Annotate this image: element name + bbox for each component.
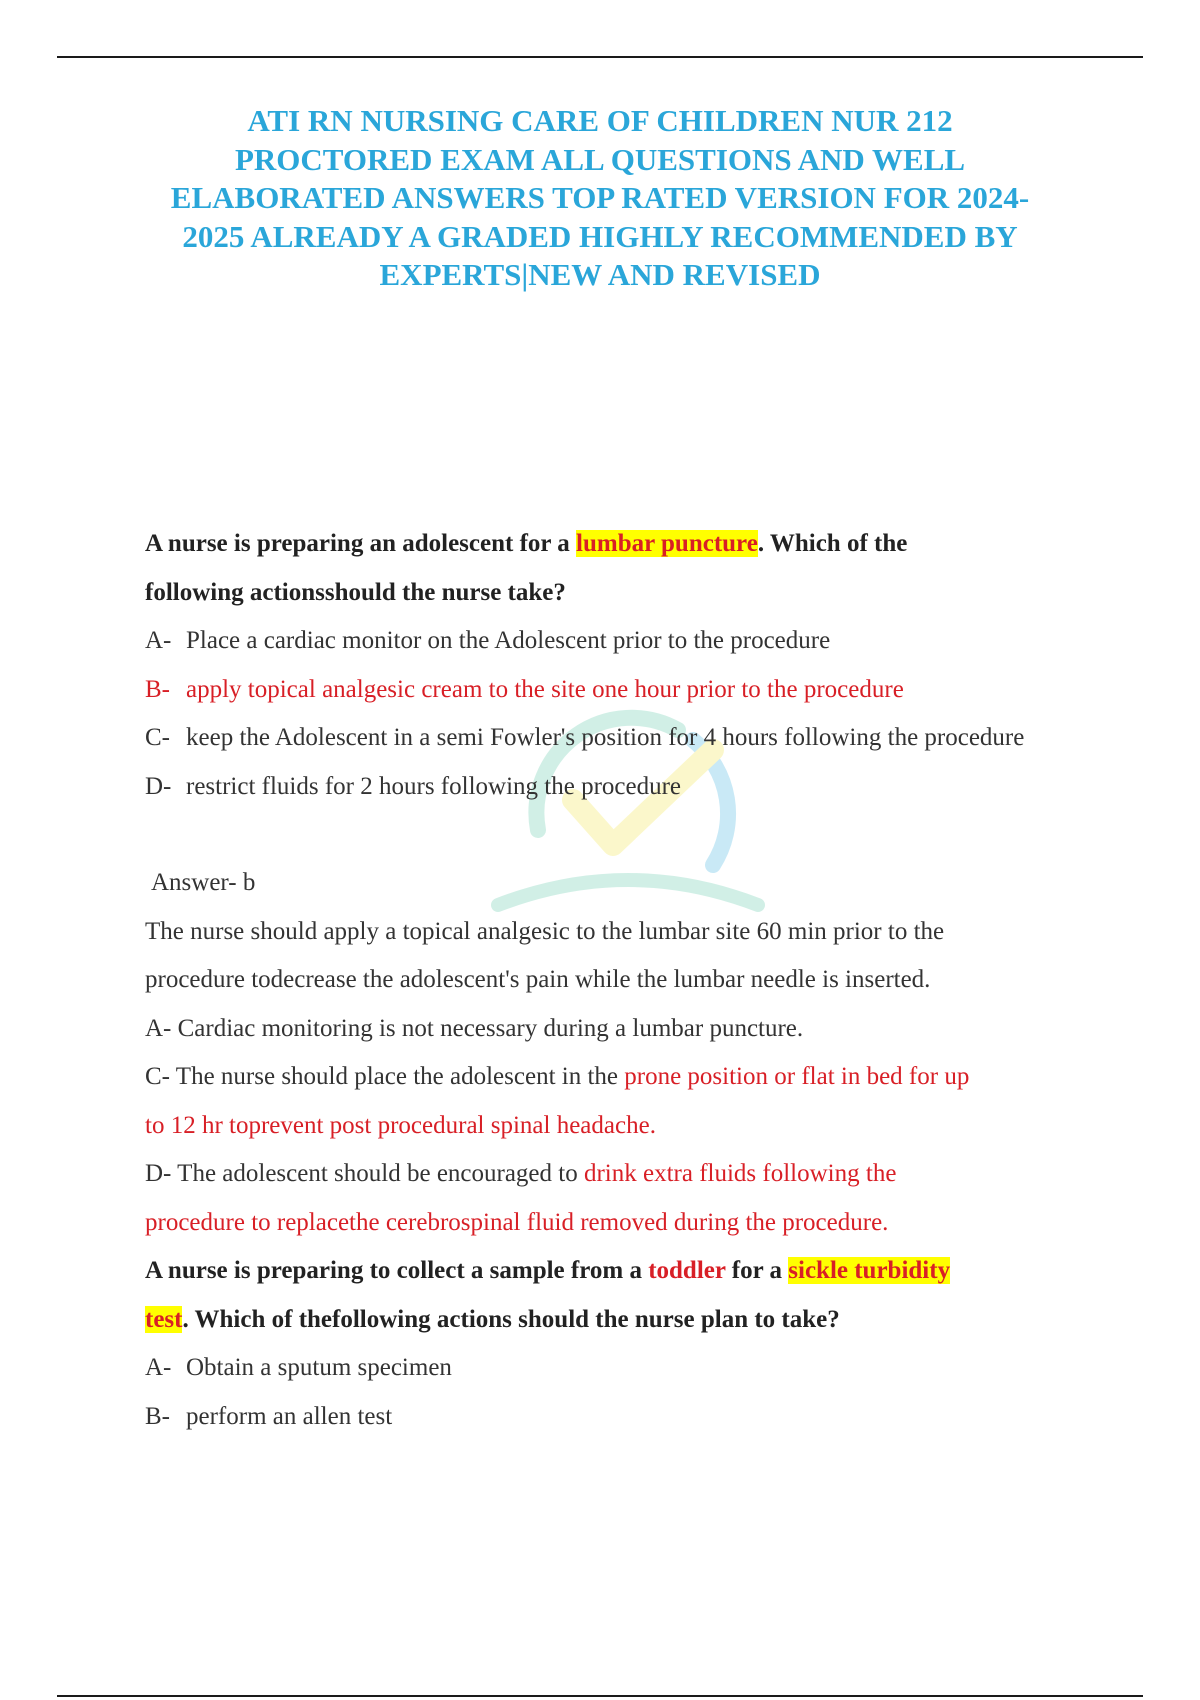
document-body <box>145 520 1145 1441</box>
option-text: Place a cardiac monitor on the Adolescent prior to the procedure <box>186 627 831 654</box>
option-text: perform an allen test <box>186 1402 393 1430</box>
top-rule <box>57 56 1143 58</box>
option-label: A- <box>145 1354 172 1381</box>
explanation-c <box>145 1053 1145 1102</box>
option-label: D- <box>145 772 172 800</box>
explanation-line: procedure todecrease the adolescent's pain while the lumbar needle is inserted. <box>145 966 931 993</box>
title-line: ATI RN NURSING CARE OF CHILDREN NUR 212 <box>247 103 953 138</box>
option-text: Obtain a sputum specimen <box>186 1354 452 1381</box>
explanation-text: C- The nurse should place the adolescent in the <box>145 1063 625 1090</box>
option-a <box>145 617 1145 666</box>
option-c <box>145 714 1145 763</box>
question-text: A nurse is preparing to collect a sample from a <box>145 1257 649 1284</box>
option-b <box>145 1393 1145 1442</box>
bottom-rule <box>57 1695 1143 1697</box>
option-b-correct <box>145 666 1145 715</box>
highlighted-term: sickle turbidity <box>788 1257 951 1284</box>
option-label: B- <box>145 1402 170 1430</box>
question-2-stem-continued <box>145 1296 1145 1345</box>
question-text: A nurse is preparing an adolescent for a <box>145 530 577 557</box>
question-text: . Which of the <box>757 530 908 557</box>
option-a <box>145 1344 1145 1393</box>
explanation-d <box>145 1150 1145 1199</box>
option-label: B- <box>145 675 170 703</box>
option-text: apply topical analgesic cream to the site one hour prior to the procedure <box>186 675 904 703</box>
option-label: C- <box>145 724 170 751</box>
explanation-line: The nurse should apply a topical analgesic to the lumbar site 60 min prior to the <box>145 917 945 945</box>
question-1-stem <box>145 520 1145 569</box>
title-line: 2025 ALREADY A GRADED HIGHLY RECOMMENDED BY <box>182 218 1018 254</box>
document-title <box>120 102 1080 295</box>
explanation-a: A- Cardiac monitoring is not necessary during a lumbar puncture. <box>145 1014 804 1042</box>
highlighted-term: lumbar puncture <box>576 530 758 557</box>
question-2-stem <box>145 1247 1145 1296</box>
option-text: keep the Adolescent in a semi Fowler's position for 4 hours following the procedure <box>186 724 1025 751</box>
option-text: restrict fluids for 2 hours following the procedure <box>186 772 682 800</box>
option-d <box>145 763 1145 812</box>
emphasized-term: toddler <box>648 1257 726 1284</box>
highlighted-term: test <box>145 1305 183 1333</box>
option-label: A- <box>145 627 172 654</box>
question-text: for a <box>725 1257 789 1284</box>
explanation-d-continued: procedure to replacethe cerebrospinal fluid removed during the procedure. <box>145 1208 889 1236</box>
answer-key: Answer- b <box>151 869 256 896</box>
title-line: ELABORATED ANSWERS TOP RATED VERSION FOR 2024- <box>170 180 1030 215</box>
question-text: . Which of thefollowing actions should the nurse plan to take? <box>182 1305 840 1333</box>
question-1-stem-continued: following actionsshould the nurse take? <box>145 578 566 606</box>
explanation-c-continued: to 12 hr toprevent post procedural spinal headache. <box>145 1111 656 1139</box>
emphasized-text: prone position or flat in bed for up <box>624 1063 970 1090</box>
spacer <box>145 811 1145 859</box>
emphasized-text: drink extra fluids following the <box>583 1160 897 1187</box>
title-line: PROCTORED EXAM ALL QUESTIONS AND WELL <box>234 141 966 177</box>
title-line: EXPERTS|NEW AND REVISED <box>379 257 821 292</box>
explanation-text: D- The adolescent should be encouraged to <box>145 1160 584 1187</box>
